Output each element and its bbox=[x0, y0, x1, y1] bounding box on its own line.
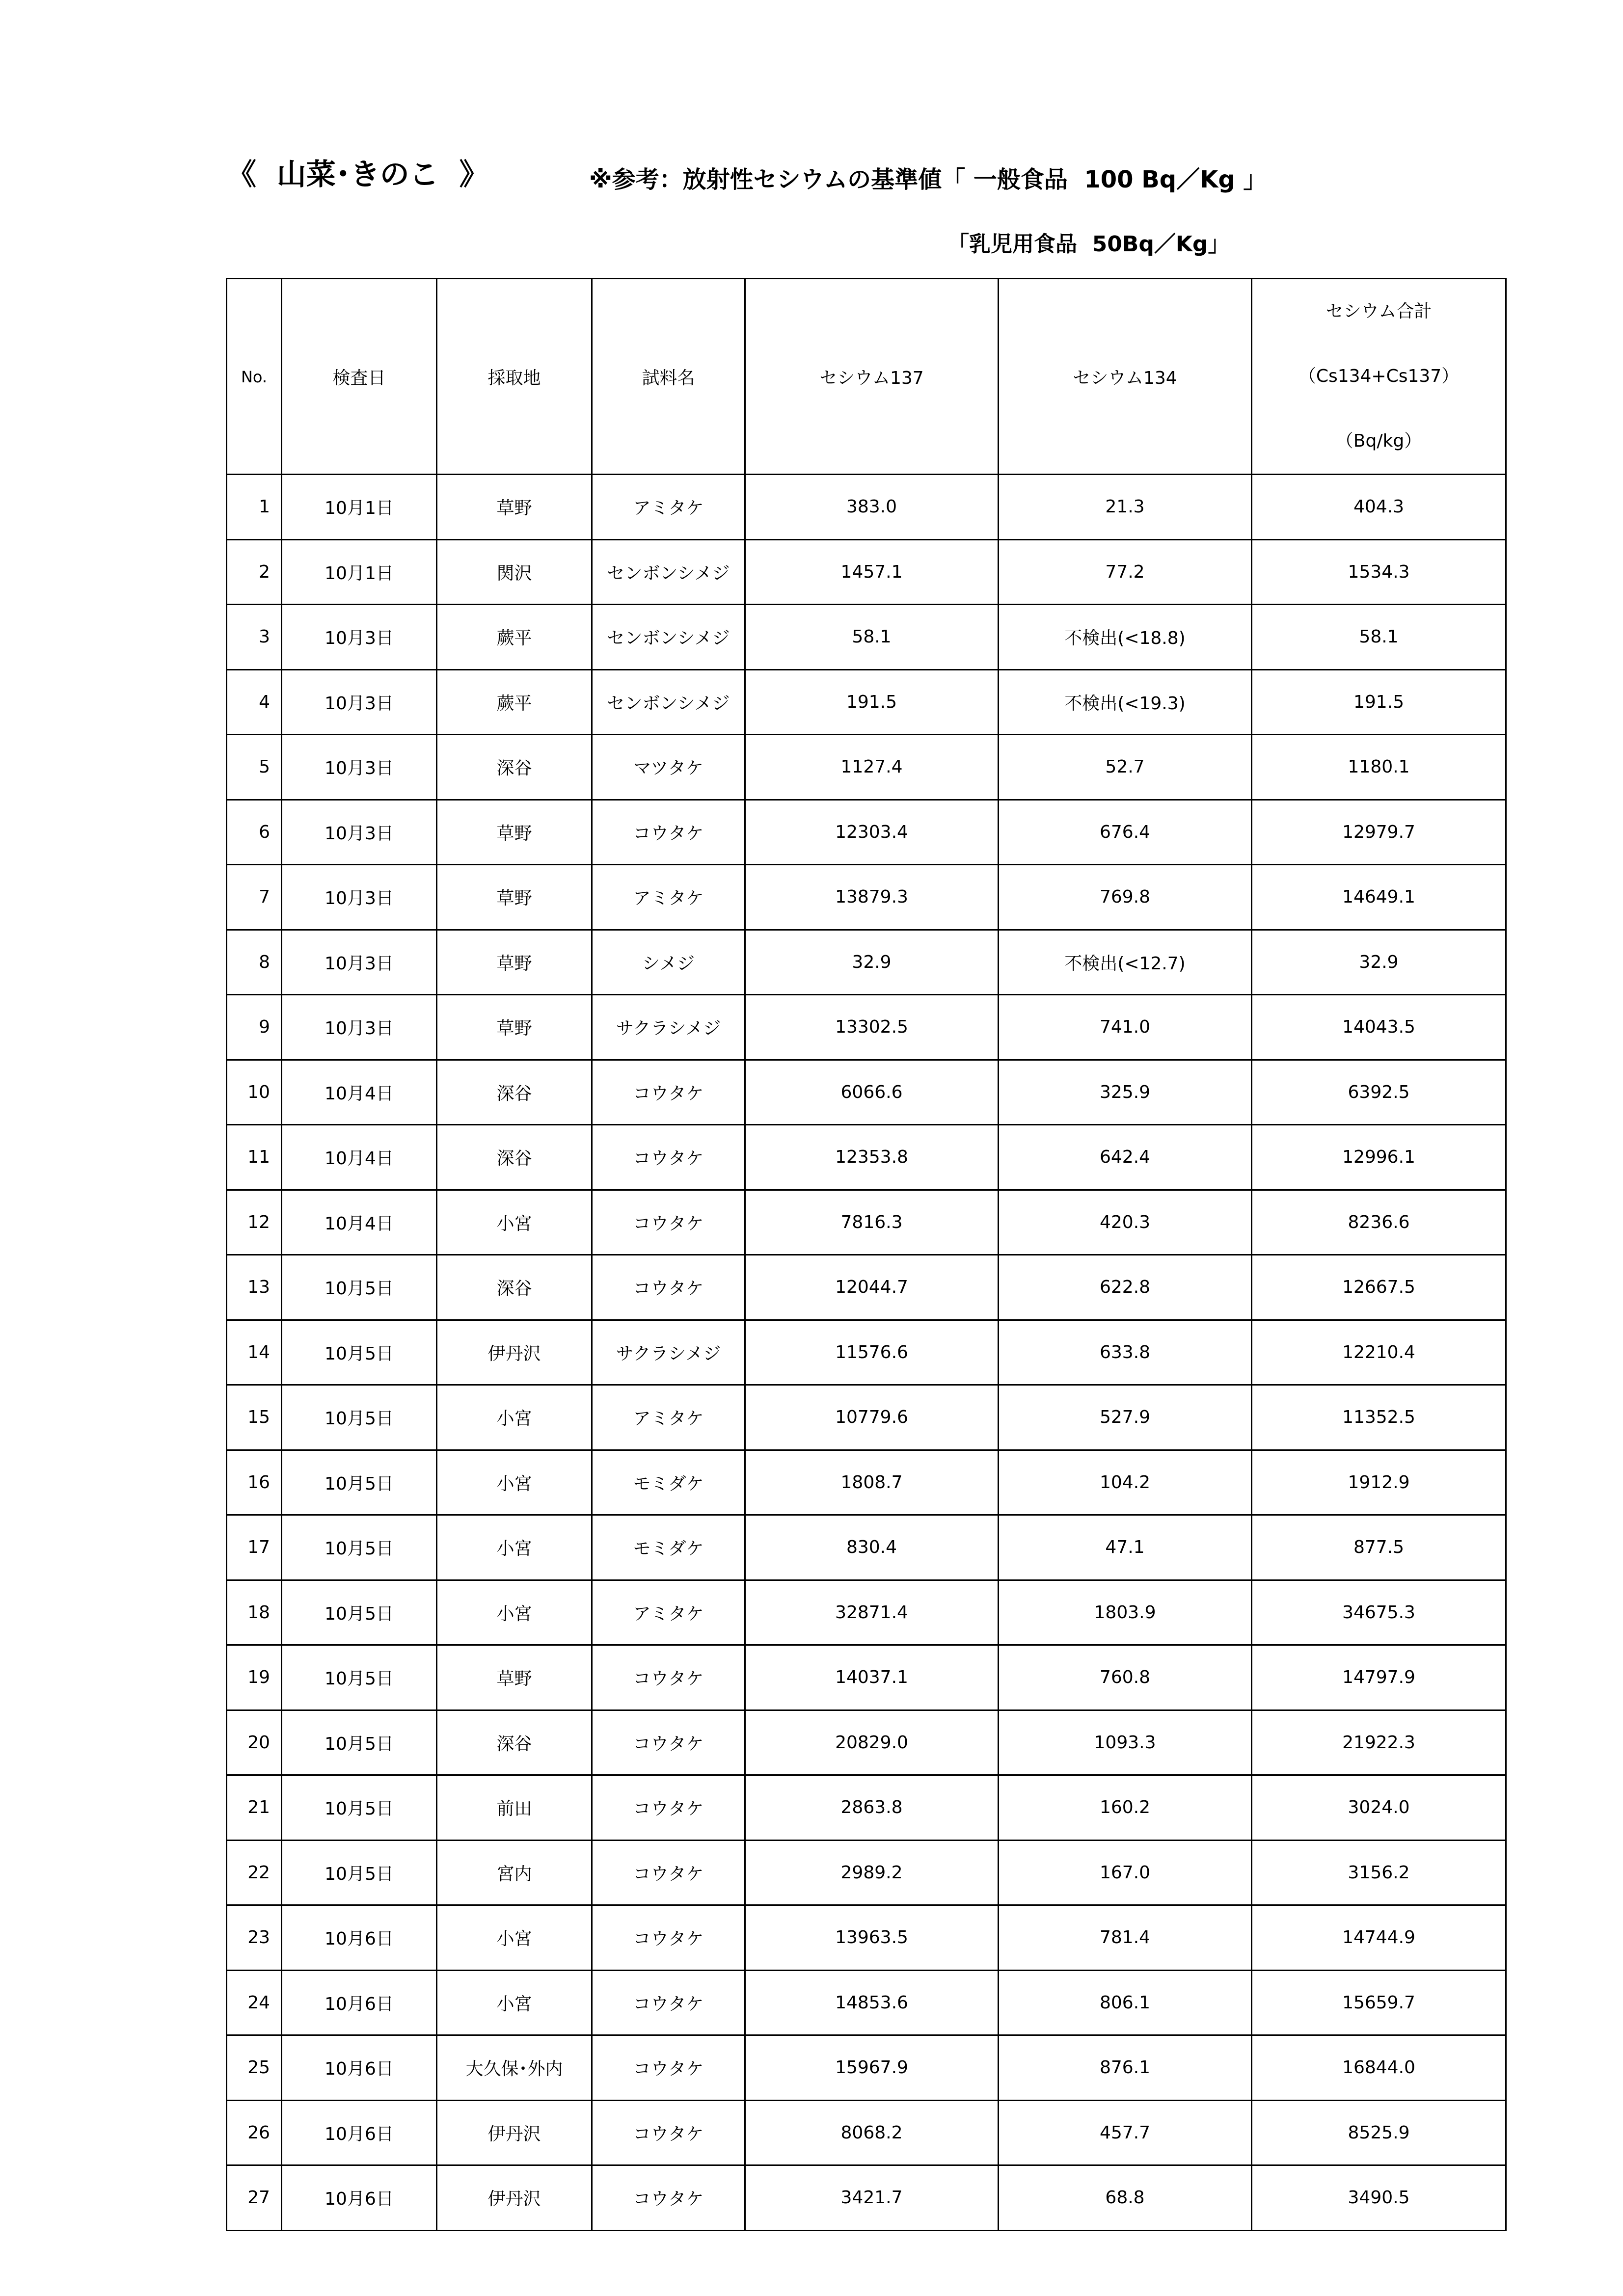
cell-total: 14797.9 bbox=[1252, 1645, 1506, 1710]
header-total-unit: （Bq/kg） bbox=[1335, 431, 1422, 451]
cell-cs134: 1093.3 bbox=[999, 1710, 1252, 1775]
cell-location: 深谷 bbox=[437, 735, 592, 800]
cell-cs134: 77.2 bbox=[999, 539, 1252, 605]
cell-cs134: 420.3 bbox=[999, 1190, 1252, 1255]
cell-total: 3024.0 bbox=[1252, 1775, 1506, 1841]
table-row bbox=[227, 1125, 1506, 1190]
cell-no: 18 bbox=[227, 1580, 282, 1645]
cell-cs137: 11576.6 bbox=[745, 1320, 999, 1385]
cell-sample: コウタケ bbox=[592, 2165, 745, 2231]
cell-cs134: 52.7 bbox=[999, 735, 1252, 800]
cell-no: 15 bbox=[227, 1385, 282, 1450]
cell-no: 21 bbox=[227, 1775, 282, 1841]
cell-sample: サクラシメジ bbox=[592, 995, 745, 1060]
cell-no: 19 bbox=[227, 1645, 282, 1710]
cell-total: 16844.0 bbox=[1252, 2035, 1506, 2101]
table-row bbox=[227, 1905, 1506, 1971]
cell-cs134: 806.1 bbox=[999, 1970, 1252, 2035]
cell-total: 12667.5 bbox=[1252, 1255, 1506, 1320]
table-row bbox=[227, 1580, 1506, 1645]
cell-location: 小宮 bbox=[437, 1190, 592, 1255]
cell-no: 7 bbox=[227, 865, 282, 930]
cell-date: 10月6日 bbox=[282, 2165, 437, 2231]
cell-cs134: 760.8 bbox=[999, 1645, 1252, 1710]
cell-location: 草野 bbox=[437, 1645, 592, 1710]
cell-total: 14043.5 bbox=[1252, 995, 1506, 1060]
cell-sample: マツタケ bbox=[592, 735, 745, 800]
cell-cs137: 1457.1 bbox=[745, 539, 999, 605]
cell-date: 10月3日 bbox=[282, 669, 437, 735]
cell-sample: コウタケ bbox=[592, 1840, 745, 1905]
cell-cs134: 741.0 bbox=[999, 995, 1252, 1060]
cell-no: 8 bbox=[227, 930, 282, 995]
cell-sample: センボンシメジ bbox=[592, 669, 745, 735]
cell-no: 10 bbox=[227, 1060, 282, 1125]
header-total-label: セシウム合計 bbox=[1325, 301, 1432, 321]
cell-cs137: 12044.7 bbox=[745, 1255, 999, 1320]
cell-sample: コウタケ bbox=[592, 2035, 745, 2101]
cell-total: 1912.9 bbox=[1252, 1450, 1506, 1515]
header-total-formula: （Cs134+Cs137） bbox=[1298, 366, 1460, 386]
cell-sample: コウタケ bbox=[592, 1970, 745, 2035]
header-no: No. bbox=[227, 279, 282, 475]
cell-location: 小宮 bbox=[437, 1580, 592, 1645]
table-row bbox=[227, 1255, 1506, 1320]
cell-cs137: 383.0 bbox=[745, 475, 999, 540]
table-row bbox=[227, 539, 1506, 605]
table-row bbox=[227, 735, 1506, 800]
cell-cs137: 14037.1 bbox=[745, 1645, 999, 1710]
cell-date: 10月6日 bbox=[282, 2035, 437, 2101]
table-row bbox=[227, 1645, 1506, 1710]
cell-total: 8525.9 bbox=[1252, 2100, 1506, 2165]
table-header-row bbox=[227, 279, 1506, 475]
cell-location: 小宮 bbox=[437, 1970, 592, 2035]
cell-sample: アミタケ bbox=[592, 1385, 745, 1450]
table-row bbox=[227, 930, 1506, 995]
cell-no: 25 bbox=[227, 2035, 282, 2101]
cell-date: 10月5日 bbox=[282, 1710, 437, 1775]
table-row bbox=[227, 605, 1506, 670]
cell-total: 3156.2 bbox=[1252, 1840, 1506, 1905]
cell-no: 17 bbox=[227, 1515, 282, 1580]
cell-cs134: 47.1 bbox=[999, 1515, 1252, 1580]
cell-cs137: 13963.5 bbox=[745, 1905, 999, 1971]
reference-standard-infant: 「乳児用食品 50Bq／Kg」 bbox=[947, 232, 1230, 257]
cell-cs137: 58.1 bbox=[745, 605, 999, 670]
cell-cs137: 13302.5 bbox=[745, 995, 999, 1060]
cell-date: 10月5日 bbox=[282, 1515, 437, 1580]
cell-sample: コウタケ bbox=[592, 1905, 745, 1971]
table-row bbox=[227, 1710, 1506, 1775]
cell-cs137: 15967.9 bbox=[745, 2035, 999, 2101]
cell-no: 4 bbox=[227, 669, 282, 735]
cell-total: 12996.1 bbox=[1252, 1125, 1506, 1190]
cell-no: 20 bbox=[227, 1710, 282, 1775]
cell-sample: コウタケ bbox=[592, 1775, 745, 1841]
table-row bbox=[227, 1320, 1506, 1385]
cell-sample: サクラシメジ bbox=[592, 1320, 745, 1385]
table-row bbox=[227, 1970, 1506, 2035]
table-row bbox=[227, 1775, 1506, 1841]
cell-cs134: 769.8 bbox=[999, 865, 1252, 930]
reference-standard-general: ※参考：放射性セシウムの基準値「 一般食品 100 Bq／Kg 」 bbox=[589, 166, 1267, 193]
cell-cs134: 633.8 bbox=[999, 1320, 1252, 1385]
cell-cs137: 6066.6 bbox=[745, 1060, 999, 1125]
cell-date: 10月5日 bbox=[282, 1645, 437, 1710]
cell-total: 12979.7 bbox=[1252, 800, 1506, 865]
cell-date: 10月5日 bbox=[282, 1840, 437, 1905]
header-cs134: セシウム134 bbox=[999, 279, 1252, 475]
cell-no: 24 bbox=[227, 1970, 282, 2035]
cell-total: 21922.3 bbox=[1252, 1710, 1506, 1775]
cell-no: 2 bbox=[227, 539, 282, 605]
cell-cs137: 1808.7 bbox=[745, 1450, 999, 1515]
cell-cs134: 876.1 bbox=[999, 2035, 1252, 2101]
page-title: 《 山菜･きのこ 》 bbox=[227, 158, 489, 192]
cell-date: 10月3日 bbox=[282, 930, 437, 995]
cell-cs134: 527.9 bbox=[999, 1385, 1252, 1450]
cell-no: 14 bbox=[227, 1320, 282, 1385]
table-row bbox=[227, 865, 1506, 930]
cell-date: 10月6日 bbox=[282, 2100, 437, 2165]
cell-total: 34675.3 bbox=[1252, 1580, 1506, 1645]
cell-cs137: 14853.6 bbox=[745, 1970, 999, 2035]
cell-location: 前田 bbox=[437, 1775, 592, 1841]
cell-cs137: 10779.6 bbox=[745, 1385, 999, 1450]
cell-location: 関沢 bbox=[437, 539, 592, 605]
cell-no: 23 bbox=[227, 1905, 282, 1971]
cell-date: 10月5日 bbox=[282, 1385, 437, 1450]
cell-total: 1180.1 bbox=[1252, 735, 1506, 800]
table-row bbox=[227, 2165, 1506, 2231]
cell-location: 蕨平 bbox=[437, 669, 592, 735]
cell-cs134: 457.7 bbox=[999, 2100, 1252, 2165]
cell-sample: モミダケ bbox=[592, 1450, 745, 1515]
cell-location: 小宮 bbox=[437, 1905, 592, 1971]
cell-location: 小宮 bbox=[437, 1450, 592, 1515]
cell-cs137: 8068.2 bbox=[745, 2100, 999, 2165]
cell-location: 小宮 bbox=[437, 1385, 592, 1450]
cell-sample: アミタケ bbox=[592, 865, 745, 930]
cell-total: 1534.3 bbox=[1252, 539, 1506, 605]
cell-date: 10月5日 bbox=[282, 1255, 437, 1320]
cell-cs134: 68.8 bbox=[999, 2165, 1252, 2231]
cell-sample: コウタケ bbox=[592, 1645, 745, 1710]
cell-location: 小宮 bbox=[437, 1515, 592, 1580]
cell-total: 877.5 bbox=[1252, 1515, 1506, 1580]
cell-total: 191.5 bbox=[1252, 669, 1506, 735]
cell-sample: アミタケ bbox=[592, 1580, 745, 1645]
cell-total: 14649.1 bbox=[1252, 865, 1506, 930]
cell-date: 10月3日 bbox=[282, 995, 437, 1060]
cell-sample: コウタケ bbox=[592, 1125, 745, 1190]
cell-date: 10月3日 bbox=[282, 735, 437, 800]
cell-total: 32.9 bbox=[1252, 930, 1506, 995]
header-sample: 試料名 bbox=[592, 279, 745, 475]
cell-sample: コウタケ bbox=[592, 1190, 745, 1255]
cell-sample: コウタケ bbox=[592, 1255, 745, 1320]
cell-cs134: 1803.9 bbox=[999, 1580, 1252, 1645]
cell-cs134: 781.4 bbox=[999, 1905, 1252, 1971]
cell-sample: コウタケ bbox=[592, 800, 745, 865]
table-row bbox=[227, 2100, 1506, 2165]
cell-date: 10月5日 bbox=[282, 1580, 437, 1645]
cell-location: 草野 bbox=[437, 995, 592, 1060]
table-row bbox=[227, 1450, 1506, 1515]
cell-total: 14744.9 bbox=[1252, 1905, 1506, 1971]
cell-location: 深谷 bbox=[437, 1125, 592, 1190]
cesium-results-table bbox=[226, 278, 1507, 2231]
cell-no: 1 bbox=[227, 475, 282, 540]
cell-cs137: 2863.8 bbox=[745, 1775, 999, 1841]
cell-cs137: 32.9 bbox=[745, 930, 999, 995]
cell-cs134: 21.3 bbox=[999, 475, 1252, 540]
table-row bbox=[227, 1515, 1506, 1580]
cell-cs134: 不検出(<19.3) bbox=[999, 669, 1252, 735]
cell-cs137: 830.4 bbox=[745, 1515, 999, 1580]
cell-cs134: 不検出(<12.7) bbox=[999, 930, 1252, 995]
cell-no: 11 bbox=[227, 1125, 282, 1190]
cell-no: 3 bbox=[227, 605, 282, 670]
cell-date: 10月6日 bbox=[282, 1905, 437, 1971]
table-row bbox=[227, 1840, 1506, 1905]
cell-cs137: 3421.7 bbox=[745, 2165, 999, 2231]
cell-cs134: 160.2 bbox=[999, 1775, 1252, 1841]
cell-cs137: 20829.0 bbox=[745, 1710, 999, 1775]
cell-location: 草野 bbox=[437, 930, 592, 995]
cell-cs134: 642.4 bbox=[999, 1125, 1252, 1190]
cell-location: 草野 bbox=[437, 475, 592, 540]
cell-cs134: 676.4 bbox=[999, 800, 1252, 865]
header-location: 採取地 bbox=[437, 279, 592, 475]
table-row bbox=[227, 1385, 1506, 1450]
cell-location: 宮内 bbox=[437, 1840, 592, 1905]
table-row bbox=[227, 800, 1506, 865]
cell-no: 9 bbox=[227, 995, 282, 1060]
cell-cs137: 2989.2 bbox=[745, 1840, 999, 1905]
cell-no: 27 bbox=[227, 2165, 282, 2231]
cell-cs134: 622.8 bbox=[999, 1255, 1252, 1320]
cell-location: 深谷 bbox=[437, 1060, 592, 1125]
cell-sample: コウタケ bbox=[592, 2100, 745, 2165]
cell-cs137: 7816.3 bbox=[745, 1190, 999, 1255]
table-row bbox=[227, 1060, 1506, 1125]
header-date: 検査日 bbox=[282, 279, 437, 475]
cell-total: 58.1 bbox=[1252, 605, 1506, 670]
cell-cs134: 325.9 bbox=[999, 1060, 1252, 1125]
cell-cs137: 12353.8 bbox=[745, 1125, 999, 1190]
cell-date: 10月3日 bbox=[282, 865, 437, 930]
cell-cs137: 12303.4 bbox=[745, 800, 999, 865]
cell-location: 深谷 bbox=[437, 1710, 592, 1775]
cell-sample: コウタケ bbox=[592, 1060, 745, 1125]
table-row bbox=[227, 1190, 1506, 1255]
cell-sample: シメジ bbox=[592, 930, 745, 995]
cell-cs137: 32871.4 bbox=[745, 1580, 999, 1645]
cell-location: 伊丹沢 bbox=[437, 1320, 592, 1385]
cell-cs137: 13879.3 bbox=[745, 865, 999, 930]
cell-no: 6 bbox=[227, 800, 282, 865]
cell-date: 10月4日 bbox=[282, 1060, 437, 1125]
cell-location: 草野 bbox=[437, 800, 592, 865]
cell-cs137: 191.5 bbox=[745, 669, 999, 735]
table-row bbox=[227, 2035, 1506, 2101]
cell-date: 10月4日 bbox=[282, 1190, 437, 1255]
cell-location: 伊丹沢 bbox=[437, 2100, 592, 2165]
cell-date: 10月1日 bbox=[282, 475, 437, 540]
table-row bbox=[227, 995, 1506, 1060]
cell-location: 草野 bbox=[437, 865, 592, 930]
cell-no: 5 bbox=[227, 735, 282, 800]
cell-total: 15659.7 bbox=[1252, 1970, 1506, 2035]
cell-no: 13 bbox=[227, 1255, 282, 1320]
cell-date: 10月3日 bbox=[282, 800, 437, 865]
cell-sample: コウタケ bbox=[592, 1710, 745, 1775]
cell-cs134: 不検出(<18.8) bbox=[999, 605, 1252, 670]
cell-no: 12 bbox=[227, 1190, 282, 1255]
cell-no: 16 bbox=[227, 1450, 282, 1515]
cell-date: 10月6日 bbox=[282, 1970, 437, 2035]
cell-location: 大久保･外内 bbox=[437, 2035, 592, 2101]
cell-location: 伊丹沢 bbox=[437, 2165, 592, 2231]
cell-total: 8236.6 bbox=[1252, 1190, 1506, 1255]
cell-date: 10月5日 bbox=[282, 1775, 437, 1841]
header-cs137: セシウム137 bbox=[745, 279, 999, 475]
header-total bbox=[1252, 279, 1506, 475]
table-body bbox=[227, 475, 1506, 2231]
cell-sample: センボンシメジ bbox=[592, 539, 745, 605]
cell-total: 3490.5 bbox=[1252, 2165, 1506, 2231]
cell-date: 10月4日 bbox=[282, 1125, 437, 1190]
cell-location: 蕨平 bbox=[437, 605, 592, 670]
cell-date: 10月5日 bbox=[282, 1450, 437, 1515]
cell-date: 10月5日 bbox=[282, 1320, 437, 1385]
table-row bbox=[227, 475, 1506, 540]
cell-total: 404.3 bbox=[1252, 475, 1506, 540]
cell-no: 26 bbox=[227, 2100, 282, 2165]
table-row bbox=[227, 669, 1506, 735]
cell-cs137: 1127.4 bbox=[745, 735, 999, 800]
cell-location: 深谷 bbox=[437, 1255, 592, 1320]
cell-cs134: 104.2 bbox=[999, 1450, 1252, 1515]
cell-cs134: 167.0 bbox=[999, 1840, 1252, 1905]
cell-sample: モミダケ bbox=[592, 1515, 745, 1580]
cell-total: 12210.4 bbox=[1252, 1320, 1506, 1385]
cell-no: 22 bbox=[227, 1840, 282, 1905]
cell-date: 10月1日 bbox=[282, 539, 437, 605]
cell-total: 11352.5 bbox=[1252, 1385, 1506, 1450]
cell-sample: アミタケ bbox=[592, 475, 745, 540]
cell-date: 10月3日 bbox=[282, 605, 437, 670]
cell-sample: センボンシメジ bbox=[592, 605, 745, 670]
cell-total: 6392.5 bbox=[1252, 1060, 1506, 1125]
